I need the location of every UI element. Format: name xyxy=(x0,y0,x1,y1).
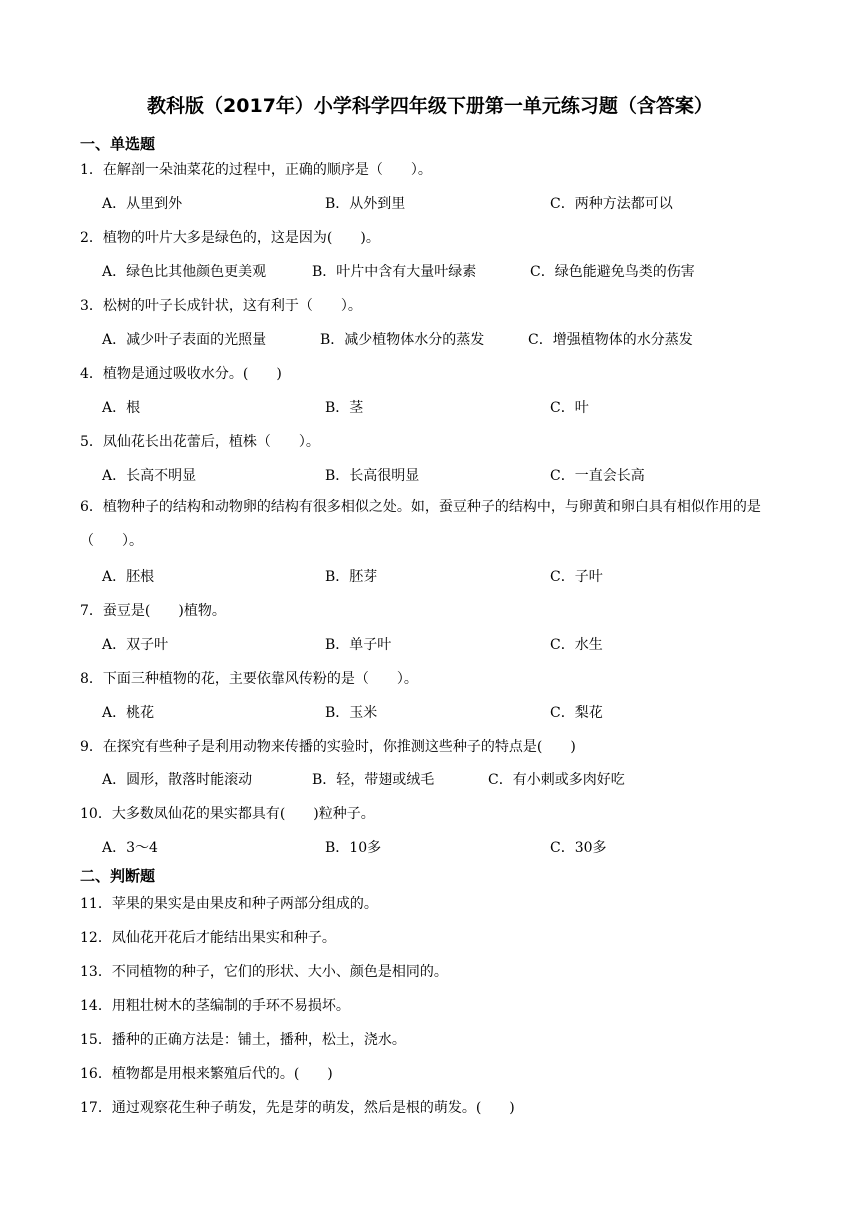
section-heading-true-false: 二、判断题 xyxy=(80,867,156,885)
option-b: B．单子叶 xyxy=(325,637,392,653)
option-a: A．3～4 xyxy=(102,840,158,856)
question-4: 4．植物是通过吸收水分。( ) xyxy=(80,366,282,382)
question-5-options xyxy=(102,466,782,486)
question-9: 9．在探究有些种子是利用动物来传播的实验时，你推测这些种子的特点是( ) xyxy=(80,739,576,755)
option-b: B．长高很明显 xyxy=(325,468,420,484)
question-7: 7．蚕豆是( )植物。 xyxy=(80,603,226,619)
option-c: C．子叶 xyxy=(550,569,603,585)
option-b: B．玉米 xyxy=(325,705,378,721)
option-b: B．10多 xyxy=(325,840,382,856)
section-heading-single-choice: 一、单选题 xyxy=(80,135,156,153)
question-12: 12．凤仙花开花后才能结出果实和种子。 xyxy=(80,930,336,946)
question-13: 13．不同植物的种子，它们的形状、大小、颜色是相同的。 xyxy=(80,964,448,980)
option-c: C．水生 xyxy=(550,637,603,653)
option-c: C．两种方法都可以 xyxy=(550,196,673,212)
question-17: 17．通过观察花生种子萌发，先是芽的萌发，然后是根的萌发。( ) xyxy=(80,1100,515,1116)
question-2-options xyxy=(102,262,782,282)
question-10-options xyxy=(102,838,782,858)
option-a: A．根 xyxy=(102,400,141,416)
question-1: 1．在解剖一朵油菜花的过程中，正确的顺序是（ ）。 xyxy=(80,162,432,178)
question-15: 15．播种的正确方法是：铺土，播种，松土，浇水。 xyxy=(80,1032,406,1048)
question-1-options xyxy=(102,194,782,214)
question-5: 5．凤仙花长出花蕾后，植株（ ）。 xyxy=(80,434,320,450)
question-6: 6．植物种子的结构和动物卵的结构有很多相似之处。如，蚕豆种子的结构中，与卵黄和卵白具有相似作用的是（ ）。 xyxy=(80,499,761,549)
option-a: A．绿色比其他颜色更美观 xyxy=(102,264,267,280)
option-b: B．茎 xyxy=(325,400,364,416)
option-b: B．减少植物体水分的蒸发 xyxy=(320,332,485,348)
option-c: C．有小刺或多肉好吃 xyxy=(488,772,625,788)
option-a: A．减少叶子表面的光照量 xyxy=(102,332,267,348)
option-c: C．梨花 xyxy=(550,705,603,721)
option-b: B．叶片中含有大量叶绿素 xyxy=(312,264,477,280)
option-a: A．双子叶 xyxy=(102,637,169,653)
option-c: C．叶 xyxy=(550,400,589,416)
question-3: 3．松树的叶子长成针状，这有利于（ ）。 xyxy=(80,298,362,314)
option-b: B．胚芽 xyxy=(325,569,378,585)
question-11: 11．苹果的果实是由果皮和种子两部分组成的。 xyxy=(80,896,378,912)
option-a: A．长高不明显 xyxy=(102,468,197,484)
option-a: A．圆形，散落时能滚动 xyxy=(102,772,253,788)
question-14: 14．用粗壮树木的茎编制的手环不易损坏。 xyxy=(80,998,350,1014)
question-10: 10．大多数凤仙花的果实都具有( )粒种子。 xyxy=(80,806,375,822)
option-b: B．从外到里 xyxy=(325,196,406,212)
question-3-options xyxy=(102,330,782,350)
question-8-options xyxy=(102,703,782,723)
option-c: C．绿色能避免鸟类的伤害 xyxy=(530,264,695,280)
question-8: 8．下面三种植物的花，主要依靠风传粉的是（ ）。 xyxy=(80,671,418,687)
option-c: C．增强植物体的水分蒸发 xyxy=(528,332,693,348)
option-c: C．一直会长高 xyxy=(550,468,645,484)
question-9-options xyxy=(102,770,782,790)
option-a: A．桃花 xyxy=(102,705,155,721)
option-c: C．30多 xyxy=(550,840,607,856)
question-16: 16．植物都是用根来繁殖后代的。( ) xyxy=(80,1066,333,1082)
question-6-options xyxy=(102,567,782,587)
option-b: B．轻，带翅或绒毛 xyxy=(312,772,435,788)
question-4-options xyxy=(102,398,782,418)
option-a: A．从里到外 xyxy=(102,196,183,212)
question-2: 2．植物的叶片大多是绿色的，这是因为( )。 xyxy=(80,230,380,246)
page-title: 教科版（2017年）小学科学四年级下册第一单元练习题（含答案） xyxy=(147,95,713,117)
option-a: A．胚根 xyxy=(102,569,155,585)
question-7-options xyxy=(102,635,782,655)
